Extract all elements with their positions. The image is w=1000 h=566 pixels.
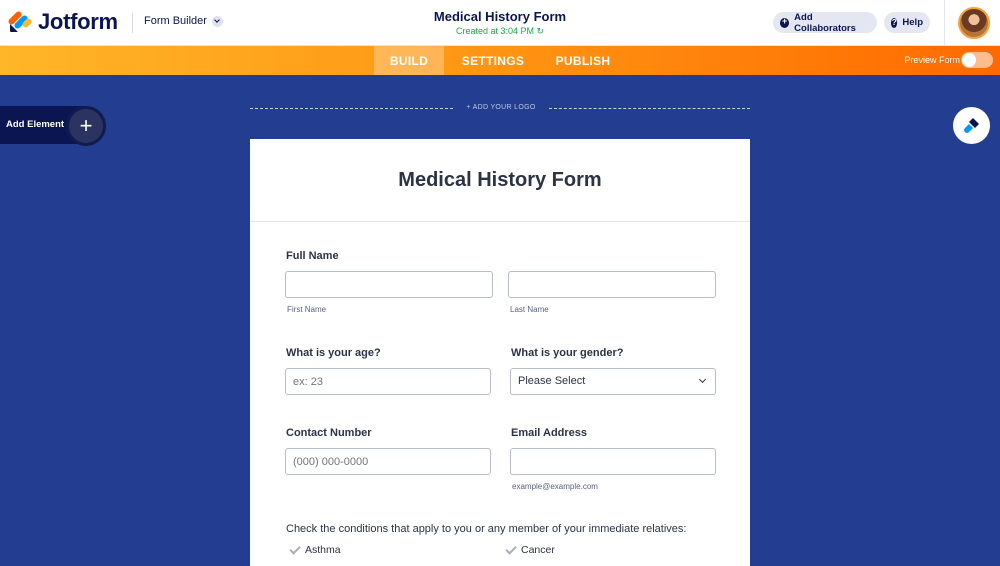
paint-roller-icon bbox=[962, 116, 981, 135]
header-divider-right bbox=[944, 0, 945, 46]
age-input[interactable] bbox=[285, 368, 491, 395]
tab-build[interactable]: BUILD bbox=[374, 46, 444, 75]
gender-selected-value: Please Select bbox=[518, 375, 586, 387]
logo-dash-left bbox=[250, 108, 453, 109]
form-header-section[interactable] bbox=[250, 139, 750, 222]
first-name-sublabel: First Name bbox=[287, 305, 327, 314]
builder-nav bbox=[0, 46, 1000, 75]
preview-form-toggle[interactable] bbox=[961, 52, 993, 68]
contact-number-label: Contact Number bbox=[286, 427, 372, 439]
chevron-down-icon bbox=[212, 16, 223, 27]
add-collaborators-label: Add Collaborators bbox=[794, 11, 856, 34]
brand-name: Jotform bbox=[38, 9, 118, 34]
check-icon bbox=[290, 546, 300, 554]
condition-label: Asthma bbox=[305, 544, 341, 556]
form-builder-dropdown[interactable] bbox=[144, 15, 223, 27]
contact-number-input[interactable] bbox=[285, 448, 491, 475]
user-avatar[interactable] bbox=[958, 7, 990, 39]
form-builder-label: Form Builder bbox=[144, 15, 207, 27]
add-logo-link[interactable]: + ADD YOUR LOGO bbox=[466, 104, 536, 111]
add-collaborators-button[interactable] bbox=[773, 12, 877, 33]
help-label: Help bbox=[902, 17, 923, 28]
condition-option-cancer[interactable] bbox=[506, 544, 555, 556]
jotform-logo[interactable] bbox=[10, 9, 118, 35]
plus-icon[interactable]: + bbox=[66, 106, 106, 146]
first-name-input[interactable] bbox=[285, 271, 493, 298]
full-name-label: Full Name bbox=[286, 250, 339, 262]
form-designer-button[interactable] bbox=[953, 107, 990, 144]
add-user-icon bbox=[780, 18, 789, 28]
question-icon: ? bbox=[891, 17, 897, 27]
add-element-label: Add Element bbox=[6, 119, 65, 130]
check-icon bbox=[506, 546, 516, 554]
help-button[interactable] bbox=[884, 12, 930, 33]
top-header bbox=[0, 0, 1000, 46]
saved-status: Created at 3:04 PM ↻ bbox=[455, 26, 545, 36]
gender-select[interactable] bbox=[510, 368, 716, 395]
form-title[interactable]: Medical History Form bbox=[433, 9, 567, 24]
form-card bbox=[250, 139, 750, 566]
email-label: Email Address bbox=[511, 427, 588, 439]
email-input[interactable] bbox=[510, 448, 716, 475]
logo-dash-right bbox=[549, 108, 750, 109]
last-name-input[interactable] bbox=[508, 271, 716, 298]
form-title-block bbox=[400, 9, 600, 37]
form-heading: Medical History Form bbox=[398, 169, 602, 191]
jotform-logo-icon bbox=[10, 10, 32, 34]
tab-publish[interactable]: PUBLISH bbox=[555, 53, 611, 68]
condition-option-asthma[interactable] bbox=[290, 544, 341, 556]
header-divider bbox=[132, 13, 133, 33]
preview-form-label: Preview Form bbox=[904, 55, 960, 65]
conditions-label: Check the conditions that apply to you or any member of your immediate relatives: bbox=[286, 523, 687, 535]
tab-settings[interactable]: SETTINGS bbox=[461, 53, 525, 68]
last-name-sublabel: Last Name bbox=[510, 305, 549, 314]
condition-label: Cancer bbox=[521, 544, 555, 556]
gender-label: What is your gender? bbox=[511, 347, 624, 359]
age-label: What is your age? bbox=[286, 347, 381, 359]
email-sublabel: example@example.com bbox=[512, 482, 598, 491]
